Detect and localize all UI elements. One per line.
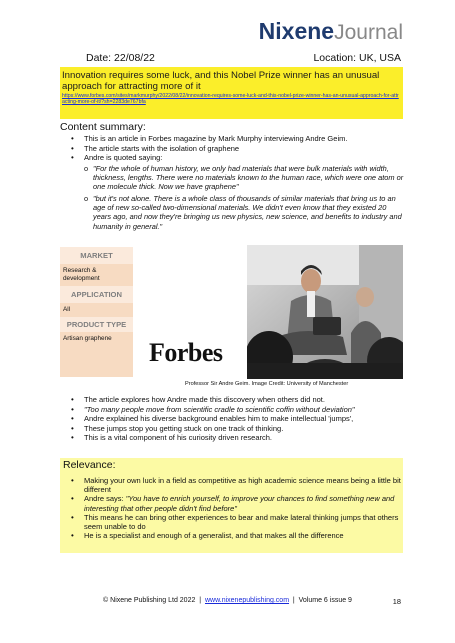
quote-list bbox=[84, 164, 405, 231]
quote-item: o "For the whole of human history, we only had materials that were bulk materials with width, thickness, lengths. There were no materials known to the human race, which were one atom or one molecule thick. Now we have graphene" bbox=[84, 164, 405, 192]
footer-separator: | bbox=[199, 597, 202, 604]
quote-item: o "but it's not alone. There is a whole class of thousands of similar materials that bring us to an age of new so-called two-dimensional materials. We didn't even know that they existed 20 years ago, and now they're bringing us new physics, new science, and benefits to industry and humanity in general." bbox=[84, 194, 405, 231]
application-value: All bbox=[63, 306, 71, 313]
forbes-logo: Forbes bbox=[149, 338, 223, 367]
content-summary-heading: Content summary: bbox=[60, 121, 146, 133]
list-item: • Making your own luck in a field as competitive as high academic science means being a little bit different bbox=[60, 476, 403, 494]
logo-journal: Journal bbox=[334, 21, 403, 44]
article-url-link[interactable]: https://www.forbes.com/sites/markmurphy/2022/08/22/innovation-requires-some-luck-and-this-nobel-prize-winner-has-an-unusual-approach-for-attracting-more-of-it/?sh=2283de767bfa bbox=[62, 93, 399, 106]
andre-geim-photo bbox=[247, 245, 403, 379]
application-heading: APPLICATION bbox=[60, 286, 133, 303]
footer-separator: | bbox=[292, 597, 295, 604]
nixene-journal-logo bbox=[259, 18, 403, 45]
list-item: • He is a specialist and enough of a generalist, and that makes all the difference bbox=[60, 531, 403, 540]
list-item: • This means he can bring other experiences to bear and make lateral thinking jumps that others seem unable to do bbox=[60, 513, 403, 531]
article-meta bbox=[60, 52, 403, 66]
market-heading: MARKET bbox=[60, 247, 133, 264]
relevance-heading: Relevance: bbox=[63, 459, 116, 471]
quote-text: "You have to enrich yourself, to improve your chances to find something new and interesting that other people didn't find before" bbox=[84, 494, 395, 513]
logo-nixene: Nixene bbox=[258, 18, 335, 44]
article-date: Date: 22/08/22 bbox=[86, 52, 155, 64]
list-item bbox=[60, 494, 403, 512]
article-location: Location: UK, USA bbox=[313, 52, 401, 64]
list-item: • Andre explained his diverse background enables him to make intellectual 'jumps', bbox=[60, 414, 405, 424]
page-footer bbox=[0, 597, 455, 604]
footer-copyright: © Nixene Publishing Ltd 2022 bbox=[103, 597, 196, 604]
footer-volume: Volume 6 issue 9 bbox=[298, 597, 352, 604]
list-item: • The article starts with the isolation of graphene bbox=[60, 144, 405, 154]
list-item bbox=[60, 153, 405, 231]
list-item-text: Andre is quoted saying: bbox=[84, 153, 163, 163]
market-value: Research & development bbox=[63, 267, 100, 282]
list-item: • This is a vital component of his curiosity driven research. bbox=[60, 433, 405, 443]
product-type-value: Artisan graphene bbox=[63, 335, 112, 342]
relevance-list bbox=[60, 476, 403, 540]
photo-caption: Professor Sir Andre Geim. Image Credit: University of Manchester bbox=[185, 381, 349, 387]
product-type-heading: PRODUCT TYPE bbox=[60, 317, 133, 332]
list-item: • "Too many people move from scientific cradle to scientific coffin without deviation" bbox=[60, 405, 405, 415]
quote-prefix: Andre says: bbox=[84, 494, 126, 504]
content-summary-list-continued bbox=[60, 395, 405, 443]
article-title: Innovation requires some luck, and this Nobel Prize winner has an unusual approach for attracting more of it bbox=[62, 70, 380, 92]
classification-sidebar bbox=[60, 247, 133, 377]
page-number: 18 bbox=[392, 597, 401, 606]
content-summary-list bbox=[60, 134, 405, 233]
list-item: • These jumps stop you getting stuck on one track of thinking. bbox=[60, 424, 405, 434]
list-item: • This is an article in Forbes magazine by Mark Murphy interviewing Andre Geim. bbox=[60, 134, 405, 144]
photo-illustration bbox=[247, 245, 403, 379]
footer-website-link[interactable]: www.nixenepublishing.com bbox=[204, 597, 290, 604]
list-item: • The article explores how Andre made this discovery when others did not. bbox=[60, 395, 405, 405]
article-title-box bbox=[60, 67, 403, 119]
relevance-box bbox=[60, 458, 403, 553]
